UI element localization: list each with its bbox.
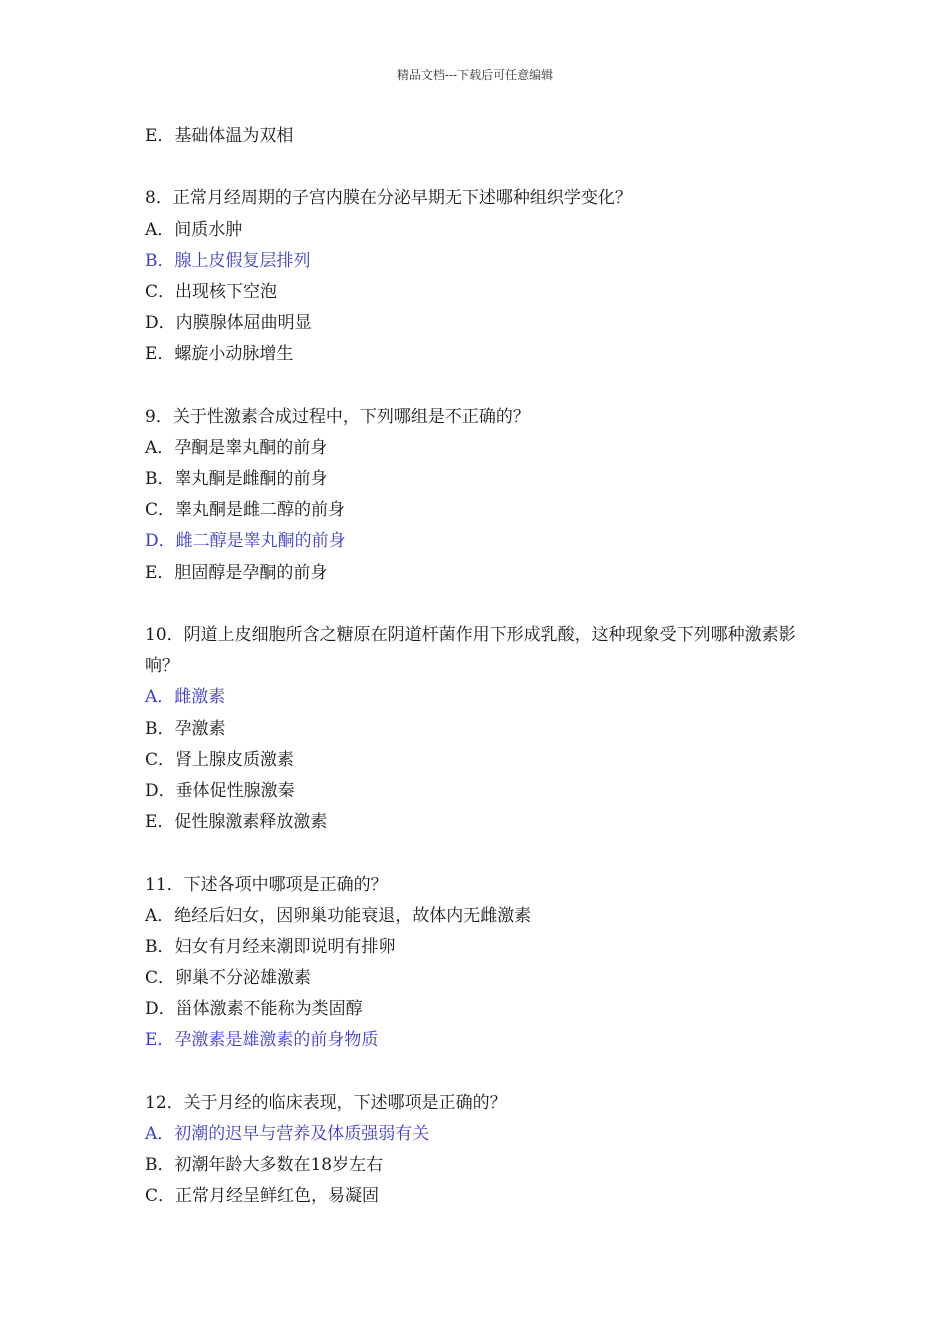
option-item: D．垂体促性腺激秦	[145, 780, 295, 801]
question-stem: 9．关于性激素合成过程中，下列哪组是不正确的？	[145, 406, 530, 427]
option-item: D．内膜腺体屈曲明显	[145, 313, 312, 334]
spacer	[145, 1057, 810, 1088]
answer-option: B．腺上皮假复层排列	[145, 250, 311, 271]
option-item: D．甾体激素不能称为类固醇	[145, 999, 363, 1020]
question-stem: 11．下述各项中哪项是正确的？	[145, 874, 388, 895]
answer-option: A．初潮的迟早与营养及体质强弱有关	[145, 1124, 430, 1145]
option-item: E．螺旋小动脉增生	[145, 344, 294, 365]
answer-option: E．孕激素是雄激素的前身物质	[145, 1030, 379, 1051]
spacer	[145, 589, 810, 620]
option-item: C．正常月经呈鲜红色，易凝固	[145, 1186, 380, 1207]
option-item: B．睾丸酮是雌酮的前身	[145, 469, 328, 490]
option-item: C．卵巢不分泌雄激素	[145, 968, 312, 989]
option-item: B．孕激素	[145, 718, 226, 739]
question-stem: 10．阴道上皮细胞所含之糖原在阴道杆菌作用下形成乳酸，这种现象受下列哪种激素影响？	[145, 625, 796, 677]
answer-option: A．雌激素	[145, 687, 226, 708]
answer-option: D．雌二醇是睾丸酮的前身	[145, 531, 346, 552]
question-stem: 12．关于月经的临床表现，下述哪项是正确的？	[145, 1092, 507, 1113]
option-item: A．孕酮是睾丸酮的前身	[145, 437, 328, 458]
option-item: C．睾丸酮是雌二醇的前身	[145, 500, 346, 521]
page-header: 精品文档---下载后可任意编辑	[396, 68, 554, 82]
option-item: A．间质水肿	[145, 219, 243, 240]
spacer	[145, 838, 810, 869]
option-item: B．初潮年龄大多数在18岁左右	[145, 1155, 384, 1176]
document-body	[145, 121, 810, 1213]
option-item: C．出现核下空泡	[145, 281, 278, 302]
spacer	[145, 152, 810, 183]
spacer	[145, 371, 810, 402]
lead-option: E．基础体温为双相	[145, 126, 294, 146]
option-item: B．妇女有月经来潮即说明有排卵	[145, 936, 396, 957]
option-item: C．肾上腺皮质激素	[145, 749, 295, 770]
option-item: E．胆固醇是孕酮的前身	[145, 562, 328, 583]
option-item: A．绝经后妇女，因卵巢功能衰退，故体内无雌激素	[145, 905, 532, 926]
option-item: E．促性腺激素释放激素	[145, 812, 328, 833]
question-stem: 8．正常月经周期的子宫内膜在分泌早期无下述哪种组织学变化？	[145, 188, 632, 209]
